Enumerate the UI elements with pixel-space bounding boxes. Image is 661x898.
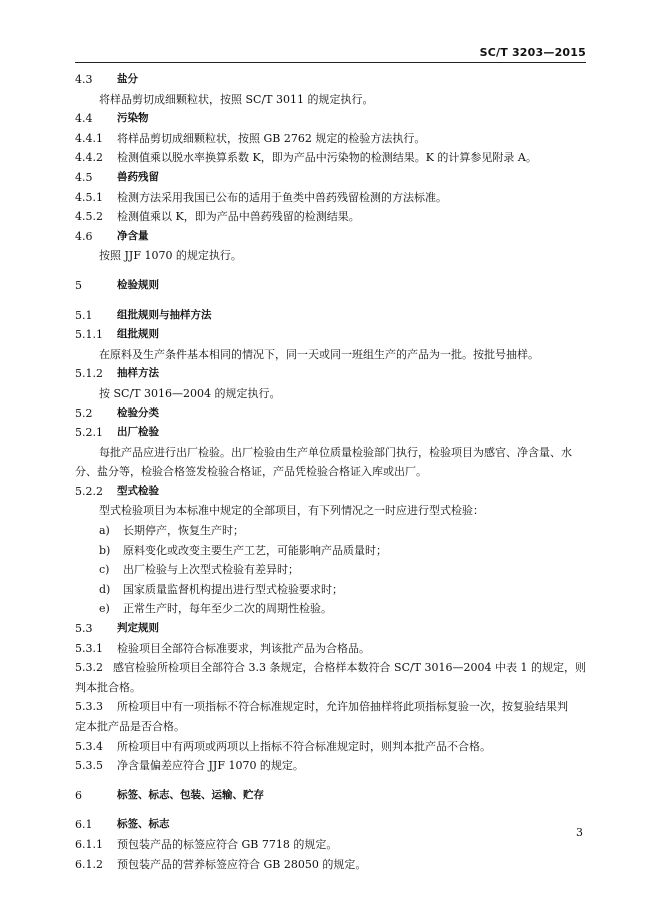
clause-text: 检测方法采用我国已公布的适用于鱼类中兽药残留检测的方法标准。 xyxy=(117,190,447,204)
clause-text: 感官检验所检项目全部符合 3.3 条规定，合格样本数符合 SC/T 3016—2004 中表 1 的规定，则 xyxy=(113,661,586,675)
spacer xyxy=(75,805,586,815)
paragraph: 在原料及生产条件基本相同的情况下，同一天或同一班组生产的产品为一批。按批号抽样。 xyxy=(99,347,539,361)
clause-number: 5.3.2 xyxy=(75,661,103,675)
section-heading xyxy=(75,168,586,188)
paragraph-continuation: 判本批合格。 xyxy=(75,680,141,694)
list-item-text: 出厂检验与上次型式检验有差异时； xyxy=(123,563,299,577)
section-title: 污染物 xyxy=(117,112,149,125)
section-heading xyxy=(75,482,586,502)
clause xyxy=(75,855,586,875)
section-title: 型式检验 xyxy=(117,484,159,497)
page-number: 3 xyxy=(576,826,583,839)
section-heading xyxy=(75,404,586,424)
section-title: 判定规则 xyxy=(117,622,159,635)
section-title: 标签、标志 xyxy=(117,818,170,831)
list-item-label: b) xyxy=(99,543,111,557)
clause-number: 6.1.2 xyxy=(75,857,103,871)
clause-number: 6.1.1 xyxy=(75,837,103,851)
clause-text: 检测值乘以 K，即为产品中兽药残留的检测结果。 xyxy=(117,210,360,224)
clause-number: 4.5.1 xyxy=(75,190,103,204)
standard-code: SC/T 3203—2015 xyxy=(479,46,586,59)
section-title: 标签、标志、包装、运输、贮存 xyxy=(117,788,264,801)
list-item-text: 正常生产时，每年至少二次的周期性检验。 xyxy=(123,602,332,616)
clause-number: 5.3.4 xyxy=(75,739,103,753)
section-heading xyxy=(75,364,586,384)
section-title: 检验分类 xyxy=(117,406,159,419)
clause xyxy=(75,737,586,757)
header-rule xyxy=(75,62,586,63)
clause-number: 4.4.1 xyxy=(75,131,103,145)
section-title: 净含量 xyxy=(117,229,149,242)
clause-text: 检测值乘以脱水率换算系数 K，即为产品中污染物的检测结果。K 的计算参见附录 A。 xyxy=(117,151,537,165)
list-item-label: e) xyxy=(99,602,110,616)
clause-text: 所检项目中有两项或两项以上指标不符合标准规定时，则判本批产品不合格。 xyxy=(117,739,491,753)
section-heading xyxy=(75,619,586,639)
list-item-label: a) xyxy=(99,524,110,538)
clause xyxy=(75,697,586,717)
clause-text: 检验项目全部符合标准要求，判该批产品为合格品。 xyxy=(117,641,370,655)
clause-text: 将样品剪切成细颗粒状，按照 GB 2762 规定的检验方法执行。 xyxy=(117,131,426,145)
paragraph: 型式检验项目为本标准中规定的全部项目，有下列情况之一时应进行型式检验： xyxy=(99,504,484,518)
clause-text: 所检项目中有一项指标不符合标准规定时，允许加倍抽样将此项指标复验一次，按复验结果判 xyxy=(117,700,568,714)
clause xyxy=(75,658,586,678)
clause-text: 预包装产品的标签应符合 GB 7718 的规定。 xyxy=(117,837,338,851)
section-heading xyxy=(75,325,586,345)
clause xyxy=(75,639,586,659)
clause xyxy=(75,129,586,149)
paragraph-continuation: 定本批产品是否合格。 xyxy=(75,720,185,733)
clause-number: 4.5.2 xyxy=(75,210,103,224)
section-heading xyxy=(75,70,586,90)
section-title: 兽药残留 xyxy=(117,170,159,183)
clause xyxy=(75,207,586,227)
section-heading xyxy=(75,109,586,129)
clause xyxy=(75,756,586,776)
clause-text: 预包装产品的营养标签应符合 GB 28050 的规定。 xyxy=(117,857,367,871)
clause-number: 4.4.2 xyxy=(75,151,103,165)
section-number: 4.4 xyxy=(75,112,93,126)
spacer xyxy=(75,296,586,306)
clause xyxy=(75,188,586,208)
section-number: 5.2.2 xyxy=(75,484,103,498)
section-title: 检验规则 xyxy=(117,278,159,291)
section-heading xyxy=(75,227,586,247)
clause xyxy=(75,835,586,855)
list-item xyxy=(75,560,586,580)
spacer xyxy=(75,776,586,786)
document-body xyxy=(75,70,586,874)
list-item-label: d) xyxy=(99,582,111,596)
section-title: 盐分 xyxy=(117,73,138,85)
paragraph: 按照 JJF 1070 的规定执行。 xyxy=(99,249,242,263)
section-heading xyxy=(75,306,586,326)
list-item-text: 长期停产，恢复生产时； xyxy=(123,524,244,538)
section-number: 4.5 xyxy=(75,170,93,184)
clause-number: 5.3.1 xyxy=(75,641,103,655)
clause-text: 净含量偏差应符合 JJF 1070 的规定。 xyxy=(117,759,304,773)
paragraph: 每批产品应进行出厂检验。出厂检验由生产单位质量检验部门执行，检验项目为感官、净含量、水 xyxy=(99,445,572,459)
section-title: 抽样方法 xyxy=(117,367,159,380)
paragraph: 将样品剪切成细颗粒状，按照 SC/T 3011 的规定执行。 xyxy=(99,92,374,106)
section-number: 5.3 xyxy=(75,622,93,636)
section-number: 6.1 xyxy=(75,818,93,832)
paragraph: 按 SC/T 3016—2004 的规定执行。 xyxy=(99,386,281,400)
section-number: 6 xyxy=(75,788,82,802)
clause xyxy=(75,148,586,168)
clause-number: 5.3.5 xyxy=(75,759,103,773)
list-item xyxy=(75,580,586,600)
section-heading xyxy=(75,423,586,443)
section-number: 5 xyxy=(75,278,82,292)
section-heading xyxy=(75,276,586,296)
section-number: 5.2 xyxy=(75,406,93,420)
section-number: 5.1.2 xyxy=(75,367,103,381)
section-title: 组批规则 xyxy=(117,328,159,341)
section-title: 组批规则与抽样方法 xyxy=(117,308,212,321)
list-item-text: 原料变化或改变主要生产工艺，可能影响产品质量时； xyxy=(123,543,387,557)
section-number: 5.1.1 xyxy=(75,328,103,342)
section-number: 5.2.1 xyxy=(75,426,103,440)
list-item-label: c) xyxy=(99,563,110,577)
paragraph-continuation: 分、盐分等，检验合格签发检验合格证，产品凭检验合格证入库或出厂。 xyxy=(75,465,427,479)
section-number: 4.3 xyxy=(75,73,93,86)
clause-number: 5.3.3 xyxy=(75,700,103,714)
list-item xyxy=(75,521,586,541)
section-number: 4.6 xyxy=(75,229,93,243)
spacer xyxy=(75,266,586,276)
section-heading xyxy=(75,786,586,806)
section-number: 5.1 xyxy=(75,308,93,322)
list-item xyxy=(75,541,586,561)
list-item xyxy=(75,599,586,619)
list-item-text: 国家质量监督机构提出进行型式检验要求时； xyxy=(123,582,343,596)
section-title: 出厂检验 xyxy=(117,426,159,439)
section-heading xyxy=(75,815,586,835)
